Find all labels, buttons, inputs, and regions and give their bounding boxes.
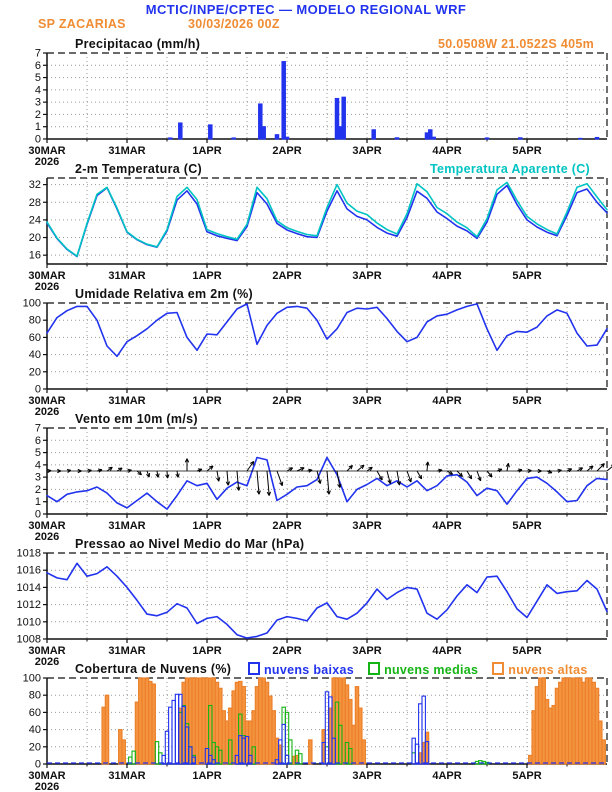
- legend-swatch-baixas: [248, 662, 260, 675]
- svg-text:4APR: 4APR: [432, 645, 462, 657]
- svg-text:1008: 1008: [16, 633, 41, 646]
- station-label: SP ZACARIAS: [38, 17, 126, 31]
- svg-text:6: 6: [34, 59, 41, 72]
- svg-text:2APR: 2APR: [272, 645, 302, 657]
- page-header: [0, 0, 612, 36]
- clouds-legend: [248, 662, 602, 677]
- svg-text:4APR: 4APR: [432, 770, 462, 782]
- svg-text:24: 24: [28, 214, 41, 227]
- svg-text:30MAR: 30MAR: [28, 520, 66, 532]
- svg-text:5APR: 5APR: [512, 270, 542, 282]
- svg-text:7: 7: [34, 422, 41, 435]
- svg-text:16: 16: [28, 249, 41, 262]
- svg-text:4APR: 4APR: [432, 520, 462, 532]
- svg-text:31MAR: 31MAR: [108, 145, 146, 157]
- legend-label-altas: nuvens altas: [508, 663, 588, 677]
- panel-humidity: [0, 286, 612, 418]
- svg-text:31MAR: 31MAR: [108, 270, 146, 282]
- pressure-head: [0, 536, 612, 553]
- legend-item-baixas: [248, 663, 354, 677]
- svg-text:3APR: 3APR: [352, 645, 382, 657]
- svg-text:7: 7: [34, 47, 41, 60]
- precipitation-head: [0, 36, 612, 53]
- temperature-head: [0, 161, 612, 178]
- location-label: 50.0508W 21.0522S 405m: [437, 37, 594, 51]
- wind-head: [0, 411, 612, 428]
- svg-text:5APR: 5APR: [512, 645, 542, 657]
- svg-text:30MAR: 30MAR: [28, 270, 66, 282]
- svg-text:3APR: 3APR: [352, 520, 382, 532]
- legend-item-altas: [492, 663, 587, 677]
- svg-text:100: 100: [22, 672, 41, 685]
- legend-label-baixas: nuvens baixas: [264, 663, 355, 677]
- legend-label-medias: nuvens medias: [384, 663, 479, 677]
- svg-text:2APR: 2APR: [272, 770, 302, 782]
- svg-text:5: 5: [34, 447, 41, 460]
- svg-text:1APR: 1APR: [192, 520, 222, 532]
- svg-text:1014: 1014: [16, 581, 41, 594]
- svg-text:2APR: 2APR: [272, 520, 302, 532]
- svg-text:1: 1: [34, 121, 41, 134]
- clouds-plot: [0, 672, 612, 792]
- svg-text:0: 0: [34, 508, 41, 521]
- svg-text:100: 100: [22, 297, 41, 310]
- svg-text:30MAR: 30MAR: [28, 770, 66, 782]
- svg-text:2APR: 2APR: [272, 395, 302, 407]
- humidity-title: Umidade Relativa em 2m (%): [75, 287, 253, 301]
- panel-temperature: [0, 161, 612, 293]
- svg-text:1APR: 1APR: [192, 145, 222, 157]
- pressure-title: Pressao ao Nivel Medio do Mar (hPa): [75, 537, 305, 551]
- svg-text:5APR: 5APR: [512, 145, 542, 157]
- svg-text:1APR: 1APR: [192, 270, 222, 282]
- pressure-plot: [0, 547, 612, 668]
- svg-text:31MAR: 31MAR: [108, 770, 146, 782]
- svg-text:1012: 1012: [16, 599, 41, 612]
- svg-text:0: 0: [34, 758, 41, 771]
- svg-text:4APR: 4APR: [432, 270, 462, 282]
- svg-text:4: 4: [34, 459, 41, 472]
- svg-text:0: 0: [34, 383, 41, 396]
- legend-swatch-medias: [368, 662, 380, 675]
- wind-plot: [0, 422, 612, 543]
- svg-text:2: 2: [34, 483, 41, 496]
- svg-text:5: 5: [34, 72, 41, 85]
- svg-text:30MAR: 30MAR: [28, 145, 66, 157]
- svg-text:2026: 2026: [34, 281, 60, 293]
- temperature-plot: [0, 178, 612, 293]
- svg-text:2026: 2026: [34, 781, 60, 792]
- legend-item-medias: [368, 663, 478, 677]
- svg-text:2026: 2026: [34, 656, 60, 668]
- apparent-temperature-label: Temperatura Aparente (C): [429, 162, 590, 176]
- svg-text:3APR: 3APR: [352, 145, 382, 157]
- svg-text:5APR: 5APR: [512, 395, 542, 407]
- svg-text:31MAR: 31MAR: [108, 645, 146, 657]
- precipitation-title: Precipitacao (mm/h): [75, 37, 201, 51]
- svg-text:40: 40: [28, 724, 41, 737]
- temperature-title: 2-m Temperatura (C): [75, 162, 203, 176]
- svg-text:31MAR: 31MAR: [108, 395, 146, 407]
- panel-wind: [0, 411, 612, 543]
- svg-text:1010: 1010: [16, 616, 41, 629]
- precipitation-plot: [0, 47, 612, 168]
- wind-title: Vento em 10m (m/s): [75, 412, 198, 426]
- svg-text:20: 20: [28, 232, 41, 245]
- svg-text:1016: 1016: [16, 564, 41, 577]
- svg-text:2APR: 2APR: [272, 270, 302, 282]
- svg-text:20: 20: [28, 366, 41, 379]
- svg-text:1APR: 1APR: [192, 645, 222, 657]
- svg-text:4APR: 4APR: [432, 395, 462, 407]
- svg-text:30MAR: 30MAR: [28, 395, 66, 407]
- panel-precipitation: [0, 36, 612, 168]
- svg-text:4: 4: [34, 84, 41, 97]
- svg-text:0: 0: [34, 133, 41, 146]
- svg-text:5APR: 5APR: [512, 770, 542, 782]
- svg-text:60: 60: [28, 706, 41, 719]
- svg-text:40: 40: [28, 349, 41, 362]
- page-title: MCTIC/INPE/CPTEC — MODELO REGIONAL WRF: [145, 2, 467, 17]
- svg-text:32: 32: [28, 179, 41, 192]
- humidity-head: [0, 286, 612, 303]
- model-run-label: 30/03/2026 00Z: [188, 17, 280, 31]
- svg-text:60: 60: [28, 331, 41, 344]
- svg-text:2026: 2026: [34, 156, 60, 168]
- svg-text:28: 28: [28, 196, 41, 209]
- svg-text:80: 80: [28, 689, 41, 702]
- svg-text:20: 20: [28, 741, 41, 754]
- svg-text:6: 6: [34, 434, 41, 447]
- legend-swatch-altas: [492, 662, 504, 675]
- svg-text:2026: 2026: [34, 531, 60, 543]
- svg-text:30MAR: 30MAR: [28, 645, 66, 657]
- svg-text:2: 2: [34, 108, 41, 121]
- svg-text:2APR: 2APR: [272, 145, 302, 157]
- clouds-title: Cobertura de Nuvens (%): [75, 662, 232, 676]
- svg-text:1APR: 1APR: [192, 395, 222, 407]
- header-subline: [0, 17, 612, 31]
- svg-text:80: 80: [28, 314, 41, 327]
- panel-clouds: [0, 661, 612, 792]
- svg-text:1018: 1018: [16, 547, 41, 560]
- svg-text:1APR: 1APR: [192, 770, 222, 782]
- svg-text:3APR: 3APR: [352, 270, 382, 282]
- svg-text:4APR: 4APR: [432, 145, 462, 157]
- svg-text:31MAR: 31MAR: [108, 520, 146, 532]
- svg-text:5APR: 5APR: [512, 520, 542, 532]
- panel-pressure: [0, 536, 612, 668]
- svg-text:3APR: 3APR: [352, 770, 382, 782]
- svg-text:2026: 2026: [34, 406, 60, 418]
- svg-text:3: 3: [34, 471, 41, 484]
- svg-text:3APR: 3APR: [352, 395, 382, 407]
- humidity-plot: [0, 297, 612, 418]
- clouds-head: [0, 661, 612, 678]
- svg-text:3: 3: [34, 96, 41, 109]
- svg-text:1: 1: [34, 496, 41, 509]
